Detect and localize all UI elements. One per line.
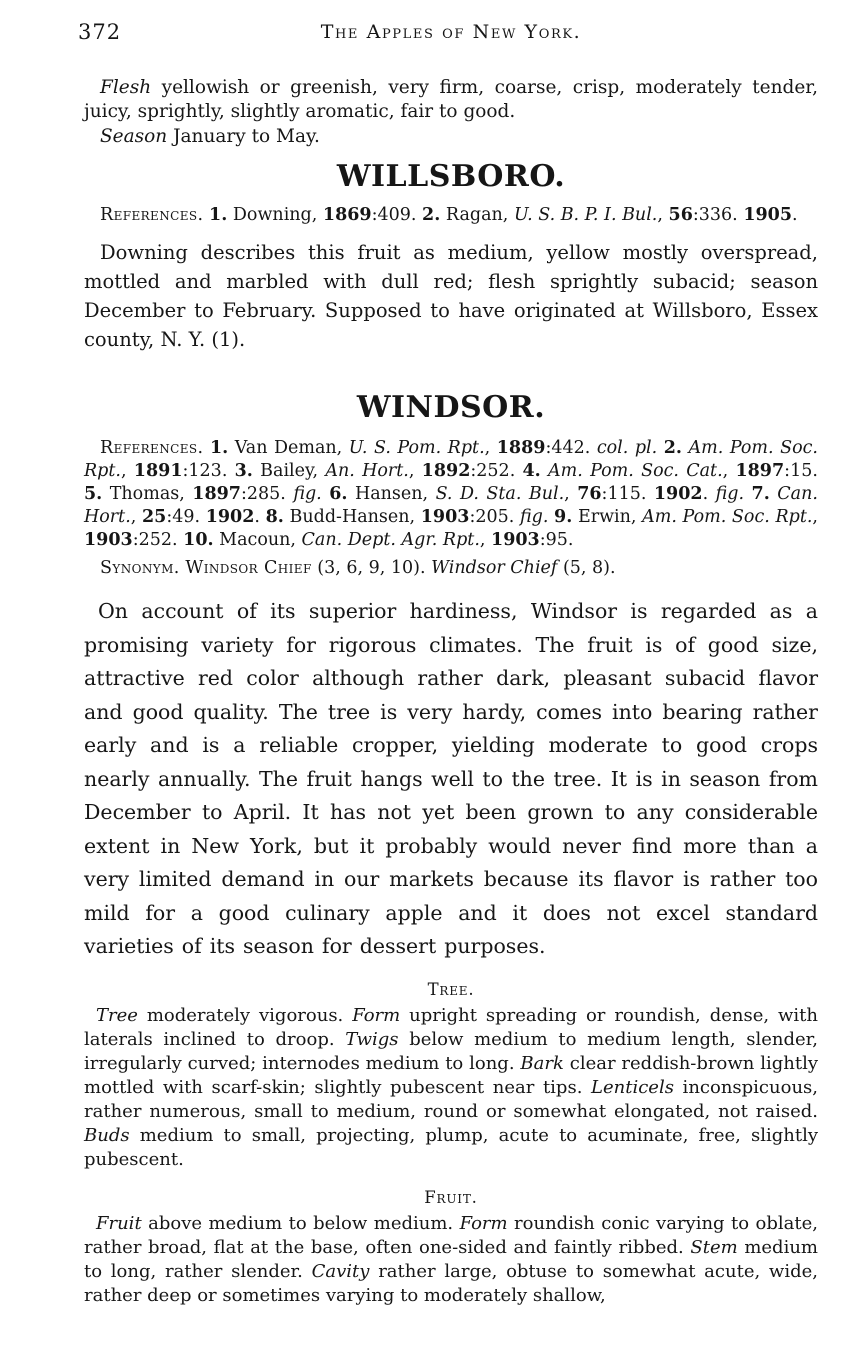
fruit-description: Fruit above medium to below medium. Form roundish conic varying to oblate, rather broad, flat at the base, often one-sided and faintly ribbed. Stem medium to long, rather slender. Cavity rather large, obtuse to somewhat acute, wide, rather deep or sometimes varying to moderately shallow,	[84, 1212, 818, 1306]
windsor-description: On account of its superior hardiness, Windsor is regarded as a promising variety for rigorous climates. The fruit is of good size, attractive red color although rather dark, pleasant subacid flavor and good quality. The tree is very hardy, comes into bearing rather early and is a reliable cropper, yielding moderate to good crops nearly annually. The fruit hangs well to the tree. It is in season from December to April. It has not yet been grown to any considerable extent in New York, but it probably would never find more than a very limited demand in our markets because its flavor is rather too mild for a good culinary apple and it does not excel standard varieties of its season for dessert purposes.	[84, 599, 818, 958]
willsboro-description: Downing describes this fruit as medium, yellow mostly overspread, mottled and marbled with dull red; flesh sprightly subacid; season December to February. Supposed to have originated at Willsboro, Essex county, N. Y. (1).	[84, 241, 818, 351]
windsor-heading: WINDSOR.	[356, 390, 546, 425]
windsor-synonym: Synonym. Windsor Chief (3, 6, 9, 10). Windsor Chief (5, 8).	[100, 558, 616, 578]
tree-section-heading: Tree.	[427, 979, 475, 999]
running-head	[78, 20, 818, 50]
willsboro-heading: WILLSBORO.	[336, 159, 566, 194]
page-number: 372	[78, 20, 122, 44]
flesh-paragraph: Flesh yellowish or greenish, very firm, coarse, crisp, moderately tender, juicy, sprightly, slightly aromatic, fair to good.	[84, 77, 818, 122]
season-paragraph: Season January to May.	[100, 126, 320, 147]
windsor-references: References. 1. Van Deman, U. S. Pom. Rpt., 1889:442. col. pl. 2. Am. Pom. Soc. Rpt., 1891:123. 3. Bailey, An. Hort., 1892:252. 4. Am. Pom. Soc. Cat., 1897:15. 5. Thomas, 1897:285. fig. 6. Hansen, S. D. Sta. Bul., 76:115. 1902. fig. 7. Can. Hort., 25:49. 1902. 8. Budd-Hansen, 1903:205. fig. 9. Erwin, Am. Pom. Soc. Rpt., 1903:252. 10. Macoun, Can. Dept. Agr. Rpt., 1903:95.	[84, 438, 818, 550]
fruit-section-heading: Fruit.	[424, 1187, 478, 1207]
willsboro-references: References. 1. Downing, 1869:409. 2. Ragan, U. S. B. P. I. Bul., 56:336. 1905.	[100, 205, 798, 225]
running-title: The Apples of New York.	[320, 21, 582, 43]
tree-description: Tree moderately vigorous. Form upright spreading or roundish, dense, with laterals inclined to droop. Twigs below medium to medium length, slender, irregularly curved; internodes medium to long. Bark clear reddish-brown lightly mottled with scarf-skin; slightly pubescent near tips. Lenticels inconspicuous, rather numerous, small to medium, round or somewhat elongated, not raised. Buds medium to small, projecting, plump, acute to acuminate, free, slightly pubescent.	[84, 1004, 819, 1170]
